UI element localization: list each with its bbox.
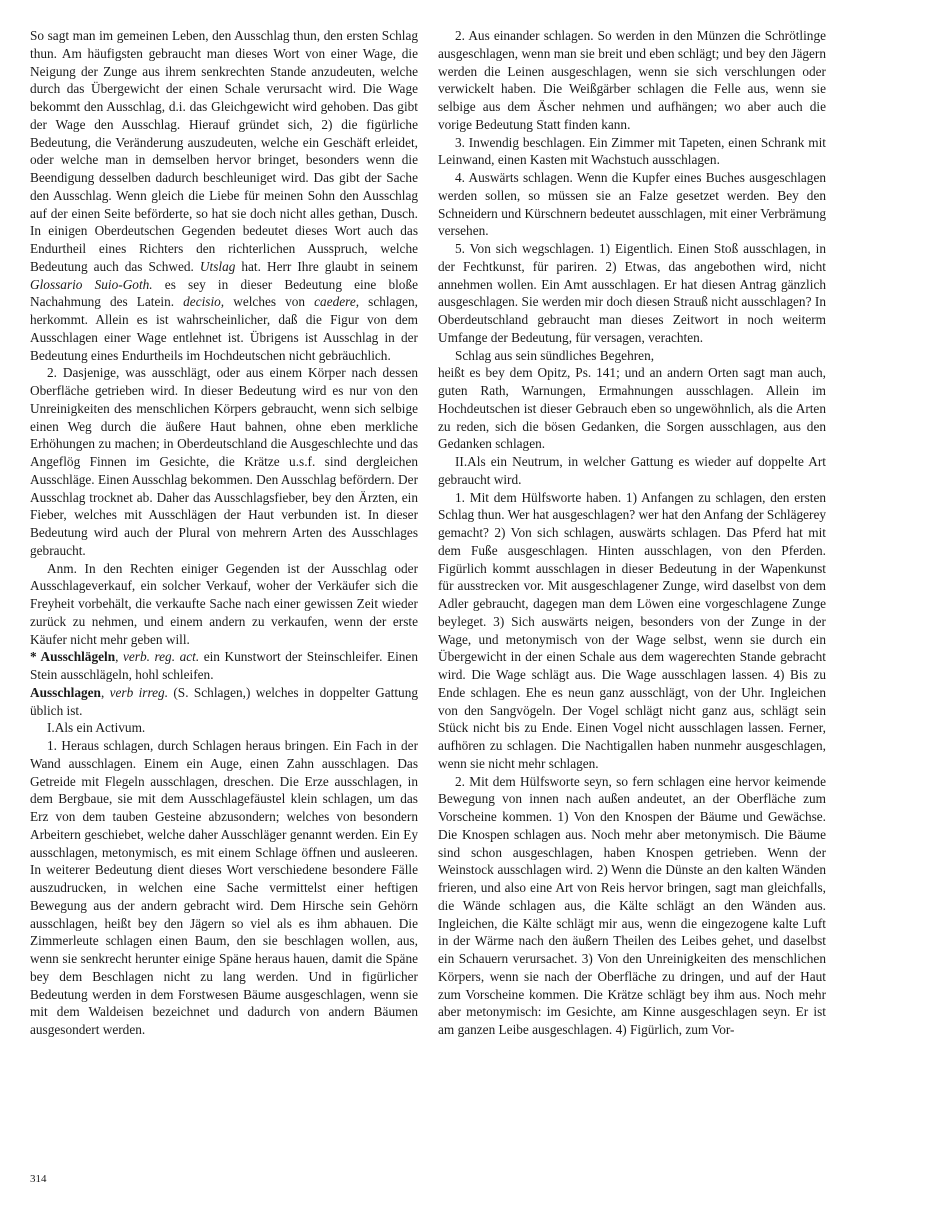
left-column xyxy=(30,27,418,1039)
headword-ausschlaegeln: * Ausschlägeln xyxy=(30,649,116,665)
headword-ausschlagen: Ausschlagen xyxy=(30,684,101,700)
paragraph-auswaerts: 4. Auswärts schlagen. Wenn die Kupfer eines Buches ausgeschlagen werden sollen, so müssen sie an Falze gesetzet werden. Bey den Schneidern und Kürschnern bedeutet ausschlagen, mit einer Verbrämung versehen. xyxy=(438,170,826,239)
entry-ausschlaegeln: * Ausschlägeln, verb. reg. act. ein Kunstwort der Steinschleifer. Einen Stein ausschlägeln, hohl schleifen. xyxy=(30,649,418,682)
paragraph-heraus-schlagen: 1. Heraus schlagen, durch Schlagen heraus bringen. Ein Fach in der Wand ausschlagen. Einem ein Auge, einen Zahn ausschlagen. Das Getreide mit Flegeln ausschlagen, dreschen. Die Erze ausschlagen, in dem Bergbaue, sie mit dem Ausschlagefäustel klein schlagen, um das Erz von dem tauben Gesteine abzusondern; welches von besondern Arbeitern geschiebet, welche daher Ausschläger genannt werden. Ein Ey ausschlagen, metonymisch, es mit einem Schlage öffnen und ausleeren. In weiterer Bedeutung dient dieses Wort verschiedene besondere Fälle auszudrucken, in welchen eine Sache vermittelst einer heftigen Bewegung aus der andern gebracht wird. Dem Hirsche sein Gehörn ausschlagen, heißt bey den Jägern so viel als es ihm abhauen. Die Zimmerleute schlagen einen Baum, den sie beschlagen wollen, aus, wenn sie senkrecht herunter einige Späne heraus hauen, damit die Späne bey dem Beschlagen nicht zu lang werden. Und in figürlicher Bedeutung werden in dem Forstwesen Bäume ausgeschlagen, wenn sie mit dem Waldeisen bezeichnet und dadurch von andern Bäumen ausgesondert werden. xyxy=(30,738,418,1037)
term-glossario: Glossario Suio-Goth. xyxy=(30,276,153,292)
verse-quote: Schlag aus sein sündliches Begehren, xyxy=(455,347,655,363)
grammar-ausschlagen: verb irreg. xyxy=(109,684,169,700)
term-caedere: caedere, xyxy=(314,294,360,310)
paragraph-anmerkung: Anm. In den Rechten einiger Gegenden ist der Ausschlag oder Ausschlageverkauf, ein solcher Verkauf, woher der Verkäufer sich die Freyheit vorbehält, die verkaufte Sache nach einer gewissen Zeit wieder zurück zu nehmen, und einem andern zu verkaufen, wenn der erste Käufer nicht mehr geben will. xyxy=(30,560,418,647)
term-decisio: decisio, xyxy=(183,294,225,310)
term-utslag: Utslag xyxy=(199,258,236,274)
paragraph-seyn: 2. Mit dem Hülfsworte seyn, so fern schlagen eine hervor keimende Bewegung von innen nach außen andeutet, an der Oberfläche zum Vorscheine kommen. 1) Von den Knospen der Bäume und Gewächse. Die Knospen schlagen aus. Noch mehr aber metonymisch. Die Bäume sind schon ausgeschlagen, haben Knospen getrieben. Wenn der Weinstock ausschlagen wird. 2) Wenn die Dünste an den kalten Wänden frieren, und also eine Art von Reis hervor bringen, sagt man gleichfalls, die Wände schlagen aus, die Kälte schlägt an den Wänden aus. Ingleichen, die Kälte schlägt mir aus, wenn die eingezogene kalte Luft in der Wärme nach den äußern Theilen des Leibes gehet, und daselbst ein Schauern verursachet. 3) Von den Unreinigkeiten des menschlichen Körpers, wenn sie nach der Oberfläche zu dringen, und auf der Haut zum Vorscheine kommen. Die Krätze schlägt bey ihm aus. Noch mehr aber metonymisch: im Gesichte, am Kinne ausgeschlagen seyn. Er ist am ganzen Leibe ausgeschlagen. 4) Figürlich, zum Vor- xyxy=(438,773,826,1037)
grammar-ausschlaegeln: verb. reg. act. xyxy=(122,649,200,665)
section-neutrum: II.Als ein Neutrum, in welcher Gattung es wieder auf doppelte Art gebraucht wird. xyxy=(438,454,826,487)
entry-ausschlagen: Ausschlagen, verb irreg. (S. Schlagen,) welches in doppelter Gattung üblich ist. xyxy=(30,684,418,718)
paragraph-wegschlagen: 5. Von sich wegschlagen. 1) Eigentlich. Einen Stoß ausschlagen, in der Fechtkunst, für pariren. 2) Etwas, das angebothen wird, nicht annehmen wollen. Ein Amt ausschlagen. Er hat diesen Antrag gänzlich ausgeschlagen. Sie werden mir doch diesen Strauß nicht ausschlagen? In Oberdeutschland gebraucht man dieses Zeitwort in noch weiterm Umfange der Bedeutung, für versagen, verachten. xyxy=(438,241,826,345)
paragraph-aus-einander: 2. Aus einander schlagen. So werden in den Münzen die Schrötlinge ausgeschlagen, wenn man sie breit und eben schlägt; und bey den Jägern werden die Leinen ausgeschlagen, wenn sie sich verschlungen oder verwickelt haben. Die Weißgärber schlagen die Felle aus, wenn sie selbige aus dem Äscher nehmen und aufhängen; wo aber auch die vorige Bedeutung Statt finden kann. xyxy=(438,28,826,132)
page-number: 314 xyxy=(30,1173,47,1185)
paragraph-inwendig: 3. Inwendig beschlagen. Ein Zimmer mit Tapeten, einen Schrank mit Leinwand, einen Kasten mit Wachstuch ausschlagen. xyxy=(438,134,826,168)
section-activum: I.Als ein Activum. xyxy=(47,720,146,736)
paragraph-opitz: heißt es bey dem Opitz, Ps. 141; und an andern Orten sagt man auch, guten Rath, Warnungen, Ermahnungen ausschlagen. Allein im Hochdeutschen ist dieser Gebrauch eben so ungewöhnlich, als die Arten zu reden, sich die bösen Gedanken, die Sorgen ausschlagen, aus den Gedanken schlagen. xyxy=(438,365,826,452)
paragraph-haben: 1. Mit dem Hülfsworte haben. 1) Anfangen zu schlagen, den ersten Schlag thun. Wer hat ausgeschlagen? wer hat den Anfang der Schlägerey gemacht? 2) Von sich schlagen, auswärts schlagen. Das Pferd hat mit dem Fuße ausgeschlagen. Hinten ausschlagen, von den Pferden. Figürlich kommt ausschlagen in dieser Bedeutung in der Wapenkunst für ausstrecken vor. Mit ausgeschlagener Zunge, wird daselbst von dem Adler gebraucht, dagegen man dem Löwen eine vorgeschlagene Zunge beyleget. 3) Sich auswärts neigen, besonders von der Zunge in der Wage, und metonymisch von der Wage selbst, wenn sie durch ein Übergewicht in der einen Schale aus dem wagerechten Stande gebracht wird. Die Wage schlägt aus. Die Wage ausschlagen lassen. 4) Bis zu Ende schlagen. Ehe es neun ganz ausschlägt, von der Uhr. Ingleichen von den Sangvögeln. Der Vogel schlägt nicht ganz aus, schlägt sein Stück nicht bis zu Ende. Einen Vogel nicht ausschlagen lassen. Ferner, aufhören zu schlagen. Die Nachtigallen haben nunmehr ausgeschlagen, wenn sie nicht mehr schlagen. xyxy=(438,489,826,771)
paragraph-ausschlag-koerper: 2. Dasjenige, was ausschlägt, oder aus einem Körper nach dessen Oberfläche getrieben wird. In dieser Bedeutung wird es nur von den Unreinigkeiten des menschlichen Körpers gebraucht, wenn sich selbige einen Weg durch die äußere Haut bahnen, ohne eben merkliche Erhöhungen zu machen; in Oberdeutschland die Ausgeschlechte und das Angeflög Finnen im Gesichte, die Krätze u.s.f. sind dergleichen Ausschläge. Einen Ausschlag bekommen. Den Ausschlag befördern. Der Ausschlag trocknet ab. Daher das Ausschlagsfieber, bey den Ärzten, ein Fieber, welches mit Ausschlägen der Haut verbunden ist. In dieser Bedeutung wird auch der Plural von mehrern Arten des Ausschlages gebraucht. xyxy=(30,365,418,558)
paragraph-ausschlag-waage: So sagt man im gemeinen Leben, den Ausschlag thun, den ersten Schlag thun. Am häufigsten gebraucht man dieses Wort von einer Wage, die Neigung der Zunge aus ihrem senkrechten Stande anzudeuten, welche durch das Übergewicht der einen Schale verursacht wird. Die Wage bekommt den Ausschlag, d.i. das Gleichgewicht wird gehoben. Das gibt der Wage den Ausschlag. Hierauf gründet sich, 2) die figürliche Bedeutung, die Veränderung auszudeuten, welche ein Geschäft erleidet, oder welche man in demselben hervor bringet, besonders wenn die Beendigung desselben dadurch beschleuniget wird. Das gibt der Sache den Ausschlag. Wenn gleich die Liebe für meinen Sohn den Ausschlag auf der einen Seite beförderte, so hat sie doch nicht alles gethan, Dusch. In einigen Oberdeutschen Gegenden bedeutet dieses Wort auch das Endurtheil eines Richters den richterlichen Ausspruch, welche Bedeutung auch das Schwed. Utslag hat. Herr Ihre glaubt in seinem Glossario Suio-Goth. es sey in dieser Bedeutung eine bloße Nachahmung des Latein. decisio, welches von caedere, schlagen, herkommt. Allein es ist wahrscheinlicher, daß die Figur von dem Ausschlagen einer Wage entlehnet ist. Übrigens ist Ausschlag in der Bedeutung eines Endurtheils im Hochdeutschen nicht gebräuchlich. xyxy=(30,28,419,363)
right-column xyxy=(438,27,826,1039)
